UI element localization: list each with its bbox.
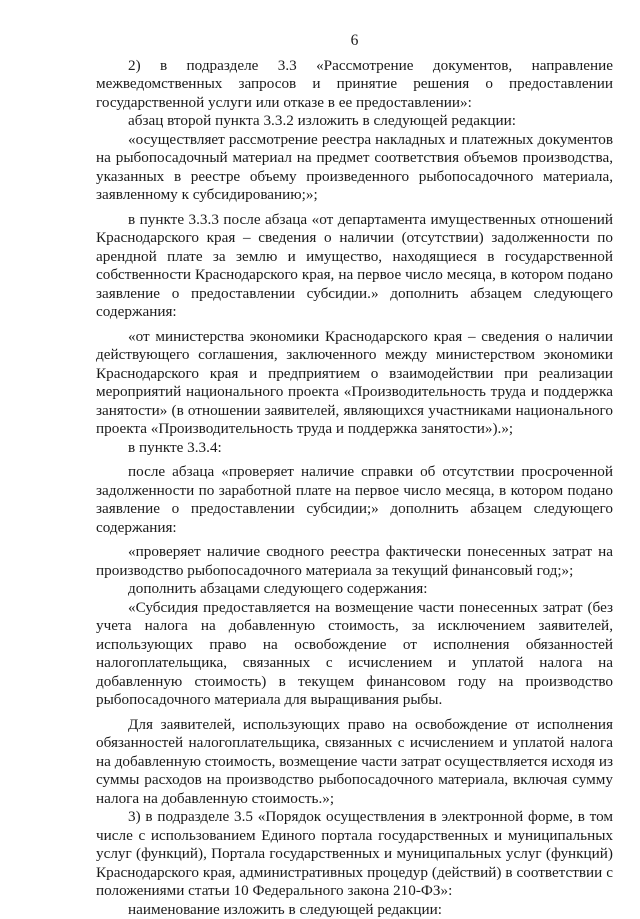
paragraph-subsection-3-5: 3) в подразделе 3.5 «Порядок осуществления в электронной форме, в том числе с использованием Единого портала государственных и муниципальных услуг (функций), Портала государственных и муниципальных услуг (функций) Краснодарского края, административных процедур (действий) в соответствии с положениями статьи 10 Федерального закона 210-ФЗ»: [96,808,613,901]
paragraph-title-edit: наименование изложить в следующей редакции: [96,901,613,919]
paragraph-after-salary-check: после абзаца «проверяет наличие справки об отсутствии просроченной задолженности по заработной плате на первое число месяца, в котором подано заявление о предоставлении субсидии;» дополнить абзацем следующего содержания: [96,463,613,537]
paragraph-item-3-3-4: в пункте 3.3.4: [96,439,613,458]
paragraph-quote-subsidy: «Субсидия предоставляется на возмещение части понесенных затрат (без учета налога на добавленную стоимость, за исключением заявителей, использующих право на освобождение от исполнения обязанностей налогоплательщика, связанных с исчислением и уплатой налога на добавленную стоимость) в текущем финансовом году на производство рыбопосадочного материала для выращивания рыбы. [96,599,613,710]
paragraph-quote-registry-review: «осуществляет рассмотрение реестра накладных и платежных документов на рыбопосадочный материал на предмет соответствия объемов производства, указанных в реестре объему произведенного рыбопосадочного материала, заявленному к субсидированию;»; [96,131,613,205]
paragraph-quote-ministry-economy: «от министерства экономики Краснодарского края – сведения о наличии действующего соглашения, заключенного между министерством экономики Краснодарского края и предприятием о взаимодействии при реализации мероприятий национального проекта «Производительность труда и поддержка занятости» (в отношении заявителей, являющихся участниками национального проекта «Производительность труда и поддержка занятости»).»; [96,328,613,439]
document-page [96,32,613,919]
page-number: 6 [96,32,613,51]
paragraph-subsection-3-3: 2) в подразделе 3.3 «Рассмотрение документов, направление межведомственных запросов и принятие решения о предоставлении государственной услуги или отказе в ее предоставлении»: [96,57,613,113]
paragraph-add-paragraphs: дополнить абзацами следующего содержания: [96,580,613,599]
paragraph-item-3-3-3: в пункте 3.3.3 после абзаца «от департамента имущественных отношений Краснодарского края – сведения о наличии (отсутствии) задолженности по арендной плате за землю и имущество, находящиеся в государственной собственности Краснодарского края, на первое число месяца, в котором подано заявление о предоставлении субсидии.» дополнить абзацем следующего содержания: [96,211,613,322]
paragraph-vat-exempt: Для заявителей, использующих право на освобождение от исполнения обязанностей налогоплательщика, связанных с исчислением и уплатой налога на добавленную стоимость, возмещение части затрат осуществляется исходя из суммы расходов на производство рыбопосадочного материала, включая сумму налога на добавленную стоимость.»; [96,716,613,809]
paragraph-quote-cost-registry: «проверяет наличие сводного реестра фактически понесенных затрат на производство рыбопосадочного материала за текущий финансовый год;»; [96,543,613,580]
paragraph-item-3-3-2: абзац второй пункта 3.3.2 изложить в следующей редакции: [96,112,613,131]
